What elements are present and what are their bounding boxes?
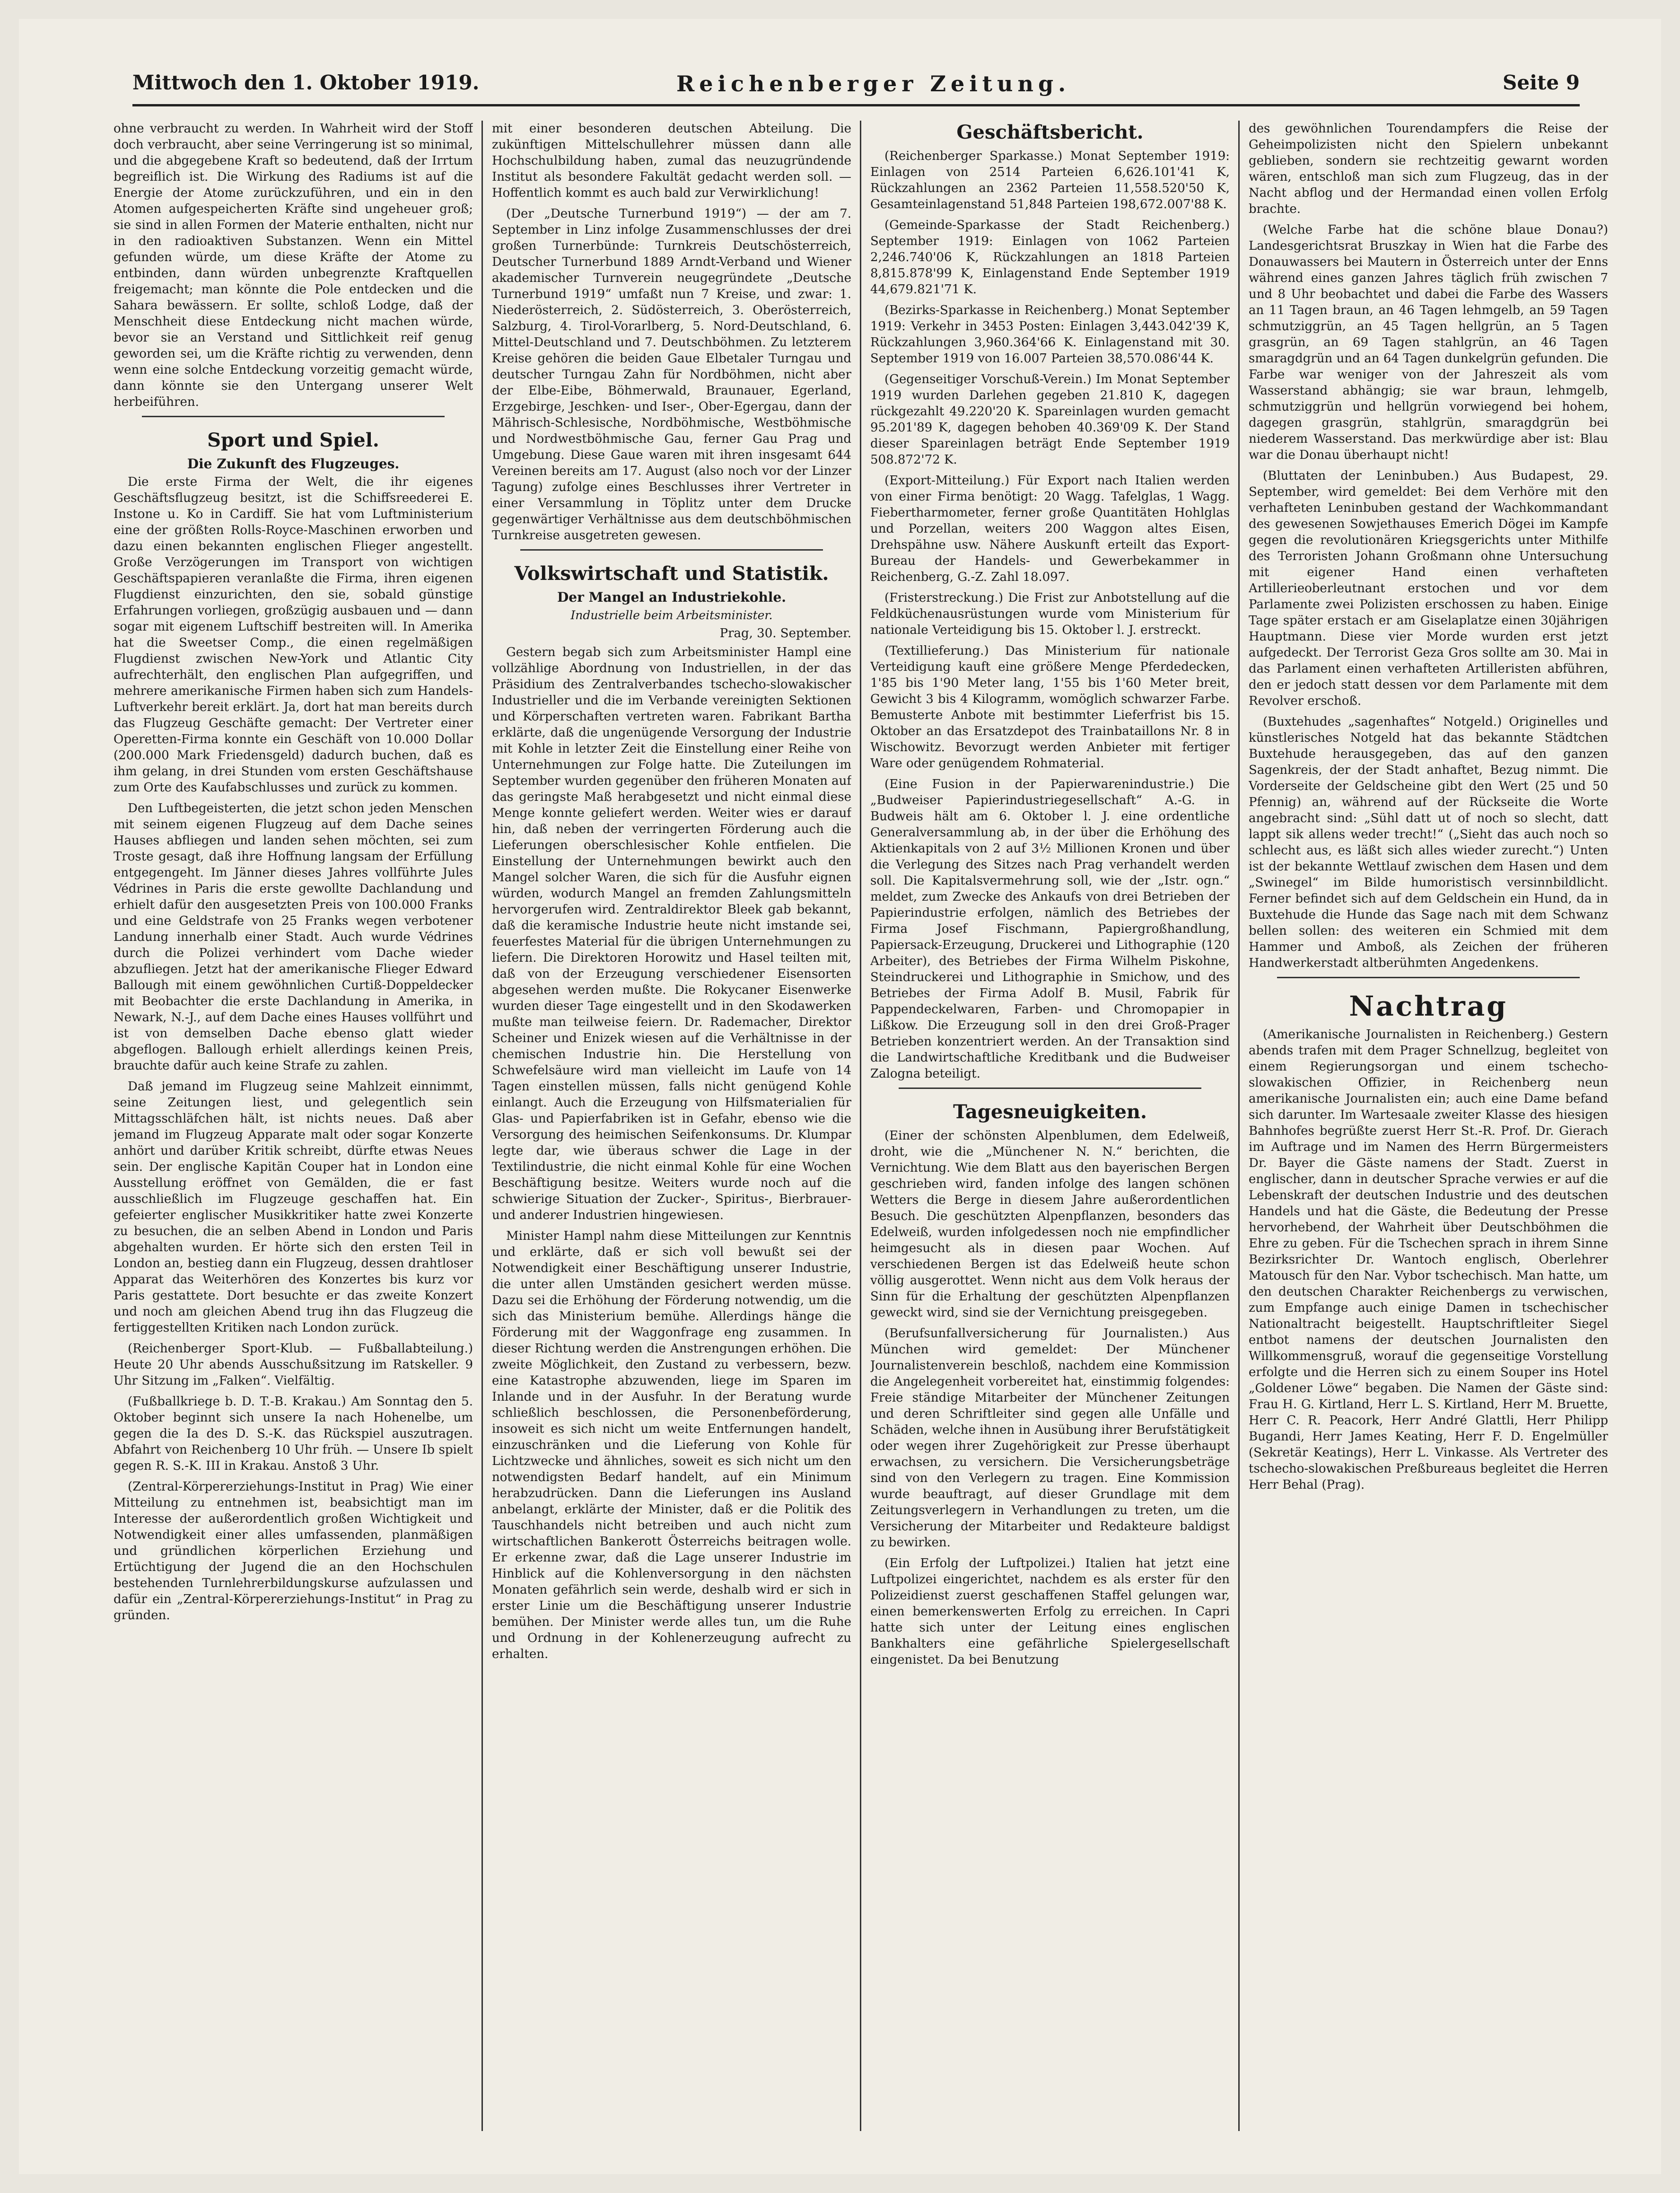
section-title-daily-news: Tagesneuigkeiten. xyxy=(953,1101,1147,1123)
news-item: (Berufsunfallversicherung für Journalisten.) Aus München wird gemeldet: Der Münchener Journalistenverein beschloß, nachdem eine Kommission die Angelegenheit vorbereitet hat, einstimmig folgendes: Freie ständige Mitarbeiter der Münchener Zeitungen und deren Schriftleiter sind gegen alle Unfälle und Schäden, welche ihnen in Ausübung ihrer Berufstätigkeit oder wegen ihrer Zugehörigkeit zur Presse überhaupt erwachsen, zu versichern. Die Versicherungsbeträge sind von den Verlegern zu tragen. Eine Kommission wurde beauftragt, auf dieser Grundlage mit dem Zeitungsverlegern in Verhandlungen zu treten, um die Versicherung der Mitarbeiter und Redakteure baldigst zu bewirken. xyxy=(870,1326,1230,1550)
news-item: (Ein Erfolg der Luftpolizei.) Italien hat jetzt eine Luftpolizei eingerichtet, nachdem es als erster für den Polizeidienst zuerst geschaffenen Staffel gelungen war, einen bemerkenswerten Erfolg zu erreichen. In Capri hatte sich unter der Leitung eines englischen Bankhalters eine gefährliche Spielergesellschaft eingenistet. Da bei Benutzung xyxy=(870,1556,1230,1667)
column-rule xyxy=(860,121,861,2131)
news-item: (Einer der schönsten Alpenblumen, dem Edelweiß, droht, wie die „Münchener N. N.“ berichten, die Vernichtung. Wie dem Blatt aus den bayerischen Bergen geschrieben wird, fanden infolge des langen schönen Wetters die Berge in diesem Jahre außerordentlichen Besuch. Die geschützten Alpenpflanzen, besonders das Edelweiß, wurden infolgedessen noch nie empfindlicher heimgesucht als in diesen paar Wochen. Auf verschiedenen Bergen ist das Edelweiß heute schon völlig ausgerottet. Wenn nicht aus dem Volk heraus der Sinn für die Erhaltung der geschützten Alpenpflanzen geweckt wird, sind sie der Vernichtung preisgegeben. xyxy=(870,1129,1230,1320)
news-item: (Buxtehudes „sagenhaftes“ Notgeld.) Originelles und künstlerisches Notgeld hat das bekannte Städtchen Buxtehude herausgegeben, das auf den ganzen Sagenkreis, der der Stadt anhaftet, Bezug nimmt. Die Vorderseite der Geldscheine gibt den Wert (25 und 50 Pfennig) an, während auf der Rückseite die Worte angebracht sind: „Sühl datt ut of noch so slecht, datt lappt sik allens weder trecht!“ („Sieht das auch noch so schlecht aus, es läßt sich alles wieder zurecht.“) Unten ist der bekannte Wettlauf zwischen dem Hasen und dem „Swinegel“ im Bilde humoristisch versinnbildlicht. Ferner befindet sich auf dem Geldschein ein Hund, da in Buxtehude die Hunde das Sage nach mit dem Schwanz bellen sollen: des weiteren ein Schmied mit dem Hammer und Amboß, als Zeichen der früheren Handwerkerstadt altberühmten Angedenkens. xyxy=(1249,715,1608,970)
business-notice: (Gemeinde-Sparkasse der Stadt Reichenberg.) September 1919: Einlagen von 1062 Parteien 2,246.740'06 K, Rückzahlungen an 1818 Parteien 8,815.878'99 K, Einlagenstand Ende September 1919 44,679.821'71 K. xyxy=(870,218,1230,297)
news-item: (Welche Farbe hat die schöne blaue Donau?) Landesgerichtsrat Bruszkay in Wien hat die Farbe des Donauwassers bei Mautern in Österreich unter der Enns während eines ganzen Jahres täglich früh zwischen 7 und 8 Uhr beobachtet und dabei die Farbe des Wassers an 11 Tagen braun, an 46 Tagen lehmgelb, an 59 Tagen schmutziggrün, an 45 Tagen hellgrün, an 5 Tagen grasgrün, an 69 Tagen stahlgrün, an 46 Tagen smaragdgrün und an 64 Tagen dunkelgrün gefunden. Die Farbe war weniger von der Jahreszeit als vom Wasserstand abhängig; sie war braun, lehmgelb, schmutziggrün und hellgrün vorwiegend bei hohem, dagegen grasgrün, stahlgrün, smaragdgrün bei niederem Wasserstand. Das merkwürdige aber ist: Blau war die Donau überhaupt nicht! xyxy=(1249,223,1608,462)
radium-article-end: ohne verbraucht zu werden. In Wahrheit wird der Stoff doch verbraucht, aber seine Verringerung ist so minimal, und die abgegebene Kraft so bedeutend, daß der Irrtum begreiflich ist. Die Wirkung des Radiums ist auf die Energie der Atome zurückzuführen, und ein in den Atomen aufgespeicherten Kräfte sind ungeheuer groß; sie sind in allen Formen der Materie enthalten, nicht nur in den radioaktiven Substanzen. Wenn ein Mittel gefunden würde, um diese Kräfte der Atome zu entbinden, dann würden unbegrenzte Kraftquellen freigemacht; man könnte die Pole entdecken und die Sahara bewässern. Er sollte, schloß Lodge, daß der Menschheit diese Entdeckung nicht machen würde, bevor sie an Verstand und Sittlichkeit reif genug geworden sei, um die Kräfte richtig zu verwenden, denn wenn eine solche Entdeckung vorzeitig gemacht würde, dann könnte sie den Untergang unserer Welt herbeiführen. xyxy=(114,122,473,409)
column-4 xyxy=(1249,121,1608,2131)
section-title-economy: Volkswirtschaft und Statistik. xyxy=(514,562,829,585)
article-title-flight: Die Zukunft des Flugzeuges. xyxy=(187,456,400,472)
newspaper-page xyxy=(19,19,1661,2174)
section-title-sport: Sport und Spiel. xyxy=(207,429,379,451)
business-notice: (Bezirks-Sparkasse in Reichenberg.) Monat September 1919: Verkehr in 3453 Posten: Einlagen 3,443.042'39 K, Rückzahlungen 3,960.364'66 K. Einlagenstand mit 30. September 1919 von 16.007 Parteien 38,570.086'44 K. xyxy=(870,303,1230,366)
sport-notice: (Zentral-Körpererziehungs-Institut in Prag) Wie einer Mitteilung zu entnehmen ist, beabsichtigt man im Interesse der außerordentlich großen Wichtigkeit und Notwendigkeit einer alles umfassenden, planmäßigen und gründlichen körperlichen Erziehung und Ertüchtigung der Jugend die an den Hochschulen bestehenden Turnlehrerbildungskurse aufzulassen und dafür ein „Zentral-Körpererziehungs-Institut“ in Prag zu gründen. xyxy=(114,1480,473,1623)
article-paragraph: Den Luftbegeisterten, die jetzt schon jeden Menschen mit seinem eigenen Flugzeug auf dem Dache seines Hauses abfliegen und landen sehen möchten, sei zum Troste gesagt, daß ihre Hoffnung langsam der Erfüllung entgegengeht. Im Jänner dieses Jahres vollführte Jules Védrines in Paris die erste gewollte Dachlandung und erhielt dafür den ausgesetzten Preis von 100.000 Franks und eine Geldstrafe von 25 Franks wegen verbotener Landung innerhalb einer Stadt. Auch wurde Védrines durch die Polizei verhindert vom Dache wieder abzufliegen. Jetzt hat der amerikanische Flieger Edward Ballough mit einem gewöhnlichen Curtiß-Doppeldecker mit Beobachter die erste Dachlandung in Amerika, in Newark, N.-J., auf dem Dache eines Hauses vollführt und ist von demselben Dache ebenso glatt wieder abgeflogen. Ballough erhielt allerdings keinen Preis, brauchte dafür auch keine Strafe zu zahlen. xyxy=(114,801,473,1073)
issue-date: Mittwoch den 1. Oktober 1919. xyxy=(132,71,480,94)
article-paragraph: Die erste Firma der Welt, die ihr eigenes Geschäftsflugzeug besitzt, ist die Schiffsreederei E. Instone u. Ko in Cardiff. Sie hat vom Luftministerium eine der größten Rolls-Royce-Maschinen erworben und dazu einen bekannten englischen Flieger angestellt. Große Verzögerungen im Transport von wichtigen Geschäftspapieren veranlaßte die Firma, ihren eigenen Flugdienst einzurichten, den sie, sobald günstige Erfahrungen vorliegen, großzügig ausbauen und — dann sogar mit eigenem Luftschiff bestreiten will. In Amerika hat die Sweetser Comp., die einen regelmäßigen Flugdienst zwischen New-York und Atlantic City aufrechterhält, den englischen Plan aufgegriffen, und mehrere amerikanische Firmen haben sich zum Handels-Luftverkehr bereit erklärt. Ja, dort hat man bereits durch das Flugzeug Geschäfte gemacht: Der Vertreter einer Operetten-Firma konnte ein Geschäft von 10.000 Dollar (200.000 Mark Friedensgeld) dadurch buchen, daß es ihm gelang, in drei Stunden vom ersten Geschäftshause zum Orte des Kaufabschlusses und zurück zu kommen. xyxy=(114,475,473,795)
article-paragraph: Minister Hampl nahm diese Mitteilungen zur Kenntnis und erklärte, daß er sich voll bewußt sei der Notwendigkeit einer Beschäftigung unserer Industrie, die unter allen Umständen gesichert werden müsse. Dazu sei die Erhöhung der Förderung notwendig, um die sich das Ministerium bemühe. Allerdings hänge die Förderung mit der Waggonfrage eng zusammen. In dieser Richtung werden die Anstrengungen erhöhen. Die zweite Möglichkeit, den Zustand zu verbessern, bezw. eine Katastrophe abzuwenden, liege im Sparen im Inlande und in der Ausfuhr. In der Beratung wurde schließlich beschlossen, die Personenbeförderung, insoweit es sich nicht um weite Entfernungen handelt, einzuschränken und die Lieferung von Kohle für Lichtzwecke und ähnliches, soweit es sich nicht um den notwendigsten Bedarf handelt, auf ein Minimum herabzudrücken. Dann die Lieferungen ins Ausland anbelangt, erklärte der Minister, daß er die Politik des Tauschhandels nicht betreiben und auch nicht zum wirtschaftlichen Bankerott Österreichs beitragen wolle. Er erkenne zwar, daß die Lage unserer Industrie im Hinblick auf die Kohlenversorgung in den nächsten Monaten gefährlich sein werde, deshalb wird er sich in erster Linie um die Beschäftigung unserer Industrie bemühen. Der Minister werde alles tun, um die Ruhe und Ordnung in der Kohlenerzeugung aufrecht zu erhalten. xyxy=(492,1229,851,1661)
business-notice: (Reichenberger Sparkasse.) Monat September 1919: Einlagen von 2514 Parteien 6,626.101'41 K, Rückzahlungen an 2362 Parteien 11,558.520'50 K, Gesamteinlagenstand 51,848 Parteien 198,672.007'88 K. xyxy=(870,149,1230,211)
divider xyxy=(142,416,445,417)
divider xyxy=(520,549,823,551)
column-2 xyxy=(492,121,851,2131)
column-rule xyxy=(1238,121,1240,2131)
dateline: Prag, 30. September. xyxy=(719,626,851,640)
section-title-addendum: Nachtrag xyxy=(1349,990,1508,1022)
business-notice: (Eine Fusion in der Papierwarenindustrie.) Die „Budweiser Papierindustriegesellschaft“ A.-G. in Budweis hält am 6. Oktober l. J. eine ordentliche Generalversammlung ab, in der über die Erhöhung des Aktienkapitals von 2 auf 3½ Millionen Kronen und über die Verlegung des Sitzes nach Prag verhandelt werden soll. Die Kapitalsvermehrung soll, wie der „Istr. ogn.“ meldet, zum Zwecke des Ankaufs von drei Betrieben der Papierindustrie erfolgen, nämlich des Betriebes der Firma Josef Fischmann, Papiergroßhandlung, Papiersack-Erzeugung, Druckerei und Lithographie (120 Arbeiter), des Betriebes der Firma Wilhelm Piskohne, Steindruckerei und Lithographie in Smichow, und des Betriebes der Firma Adolf B. Musil, Fabrik für Pappendeckelwaren, Farben- und Chromopapier in Lißkow. Die Erzeugung soll in den drei Groß-Prager Betrieben konzentriert werden. An der Transaktion sind die Landwirtschaftliche Kreditbank und die Budweiser Zalogna beteiligt. xyxy=(870,777,1230,1081)
article-title-coal: Der Mangel an Industriekohle. xyxy=(557,589,787,605)
page-number: Seite 9 xyxy=(1503,71,1580,94)
news-item: (Amerikanische Journalisten in Reichenberg.) Gestern abends trafen mit dem Prager Schnellzug, begleitet von einem Regierungsorgan und einem tschecho-slowakischen Offizier, in Reichenberg neun amerikanische Journalisten ein; auch eine Dame befand sich darunter. Im Wartesaale zweiter Klasse des hiesigen Bahnhofes begrüßte zuerst Herr St.-R. Prof. Dr. Gierach im Auftrage und im Namen des Herrn Bürgermeisters Dr. Bayer die Gäste namens der Stadt. Zuerst in englischer, dann in deutscher Sprache verwies er auf die Lebenskraft der deutschen Industrie und des deutschen Handels und hat die Gäste, die Bedeutung der Presse hervorhebend, der Wahrheit über Deutschböhmen die Ehre zu geben. Für die Tschechen sprach in ihrem Sinne Bezirksrichter Dr. Wantoch englisch, Oberlehrer Matousch für den Nar. Vybor tschechisch. Man hatte, um den deutschen Charakter Reichenbergs zu verwischen, zum Empfange auch einige Damen in tschechischer Nationaltracht beigestellt. Hauptschriftleiter Siegel entbot namens der deutschen Journalisten den Willkommensgruß, worauf die gegenseitige Vorstellung erfolgte und die Herren sich zu einem Souper ins Hotel „Goldener Löwe“ begaben. Die Namen der Gäste sind: Frau H. G. Kirtland, Herr L. S. Kirtland, Herr M. Bruette, Herr C. R. Peacork, Herr André Glattli, Herr Philipp Bugandi, Herr James Keating, Herr F. D. Engelmüller (Sekretär Keatings), Herr L. Vinkasse. Als Vertreter des tschecho-slowakischen Preßbureaus begleitet die Herren Herr Behal (Prag). xyxy=(1249,1027,1608,1492)
article-subtitle: Industrielle beim Arbeitsminister. xyxy=(570,608,773,622)
column-1 xyxy=(114,121,473,2131)
article-paragraph: Daß jemand im Flugzeug seine Mahlzeit einnimmt, seine Zeitungen liest, und gelegentlich sein Mittagsschläfchen hält, ist nichts neues. Daß aber jemand im Flugzeug Apparate malt oder sogar Konzerte anhört und darüber Kritik schreibt, dürfte etwas Neues sein. Der englische Kapitän Couper hat in London eine Ausstellung eröffnet von Gemälden, die er fast ausschließlich im Flugzeuge geschaffen hat. Ein gefeierter englischer Musikkritiker hatte zwei Konzerte zu besuchen, die an selben Abend in London und Paris abgehalten wurden. Er hörte sich den ersten Teil in London an, bestieg dann ein Flugzeug, dessen drahtloser Apparat das Weiterhören des Konzertes bis kurz vor Paris gestattete. Dort besuchte er das zweite Konzert und noch am gleichen Abend trug ihn das Flugzeug die fertiggestellten Kritiken nach London zurück. xyxy=(114,1079,473,1335)
divider xyxy=(1277,977,1580,978)
business-notice: (Textillieferung.) Das Ministerium für nationale Verteidigung kauft eine größere Menge Pferdedecken, 1'85 bis 1'90 Meter lang, 1'55 bis 1'60 Meter breit, Gewicht 3 bis 4 Kilogramm, womöglich schwarzer Farbe. Bemusterte Anbote mit bestimmter Lieferfrist bis 15. Oktober an das Ersatzdepot des Trainbataillons Nr. 8 in Wischowitz. Bevorzugt werden Anbieter mit fertiger Ware oder genügendem Rohmaterial. xyxy=(870,644,1230,771)
business-notice: (Gegenseitiger Vorschuß-Verein.) Im Monat September 1919 wurden Darlehen gegeben 21.810 K, dagegen rückgezahlt 49.220'20 K. Spareinlagen wurden gemacht 95.201'89 K, dagegen behoben 40.369'09 K. Der Stand dieser Spareinlagen beträgt Ende September 1919 508.872'72 K. xyxy=(870,372,1230,467)
business-notice: (Export-Mitteilung.) Für Export nach Italien werden von einer Firma benötigt: 20 Wagg. Tafelglas, 1 Wagg. Fiebertharmometer, ferner große Quantitäten Hohlglas und Porzellan, weiters 200 Waggon altes Eisen, Drehspähne usw. Nähere Auskunft erteilt das Export-Bureau der Handels- und Gewerbekammer in Reichenberg, G.-Z. Zahl 18.097. xyxy=(870,474,1230,584)
divider xyxy=(899,1088,1201,1089)
article-paragraph: mit einer besonderen deutschen Abteilung. Die zukünftigen Mittelschullehrer müssen dann alle Hochschulbildung haben, zumal das neuzugründende Institut als besondere Fakultät gedacht werden soll. — Hoffentlich kommt es auch bald zur Verwirklichung! xyxy=(492,122,851,200)
column-3 xyxy=(870,121,1230,2131)
article-paragraph: Gestern begab sich zum Arbeitsminister Hampl eine vollzählige Abordnung von Industriellen, in der das Präsidium des Zentralverbandes tschecho-slowakischer Industrieller und die im Verbande vereinigten Sektionen und Körperschaften vertreten waren. Fabrikant Bartha erklärte, daß die ungenügende Versorgung der Industrie mit Kohle in letzter Zeit die Einstellung einer Reihe von Unternehmungen zur Folge hatte. Die Zuteilungen im September wurden gegenüber den früheren Monaten auf das geringste Maß herabgesetzt und nicht einmal diese Menge konnte geliefert werden. Weiter wies er darauf hin, daß neben der verringerten Förderung auch die Lieferungen oberschlesischer Kohle entfielen. Die Einstellung der Unternehmungen bewirkt auch den Mangel solcher Waren, die sich für die Ausfuhr eignen würden, wodurch Mangel an fremden Zahlungsmitteln hervorgerufen wird. Zentraldirektor Bleek gab bekannt, daß die keramische Industrie heute nicht imstande sei, feuerfestes Material für die übrigen Unternehmungen zu liefern. Die Direktoren Horowitz und Hasel teilten mit, daß von der Erzeugung verschiedener Eisensorten abgesehen werden mußte. Die Rokycaner Eisenwerke wurden dieser Tage eingestellt und in den Skodawerken mußte man teilweise feiern. Dr. Rademacher, Direktor Scheiner und Enizek wiesen auf die Verhältnisse in der chemischen Industrie hin. Die Herstellung von Schwefelsäure wird man vielleicht im Laufe von 14 Tagen einstellen müssen, falls nicht genügend Kohle einlangt. Auch die Erzeugung von Hilfsmaterialien für Glas- und Papierfabriken ist in Gefahr, ebenso wie die Versorgung des heimischen Seifenkonsums. Dr. Klumpar legte dar, wie überaus schwer die Lage in der Textilindustrie, die nicht einmal Kohle für eine Wochen Beschäftigung besitze. Weiters wurde noch auf die schwierige Situation der Zucker-, Spiritus-, Bierbrauer- und anderer Industrien hingewiesen. xyxy=(492,645,851,1222)
masthead xyxy=(132,71,1580,106)
sport-notice: (Reichenberger Sport-Klub. — Fußballabteilung.) Heute 20 Uhr abends Ausschußsitzung im Ratskeller. 9 Uhr Sitzung im „Falken“. Vielfältig. xyxy=(114,1342,473,1388)
news-item: des gewöhnlichen Tourendampfers die Reise der Geheimpolizisten nicht den Spielern unbekannt geblieben, sondern sie rechtzeitig gewarnt worden wären, entschloß man sich zum Flugzeug, das in der Nacht abflog und der Hermandad einen vollen Erfolg brachte. xyxy=(1249,122,1608,216)
newspaper-title: Reichenberger Zeitung. xyxy=(676,71,1071,96)
column-rule xyxy=(481,121,483,2131)
section-title-business: Geschäftsbericht. xyxy=(956,121,1144,143)
sport-notice: (Fußballkriege b. D. T.-B. Krakau.) Am Sonntag den 5. Oktober beginnt sich unsere Ia nach Hohenelbe, um gegen die Ia des D. S.-K. das Rückspiel auszutragen. Abfahrt von Reichenberg 10 Uhr früh. — Unsere Ib spielt gegen R. S.-K. III in Krakau. Anstoß 3 Uhr. xyxy=(114,1395,473,1473)
turnerbund-notice: (Der „Deutsche Turnerbund 1919“) — der am 7. September in Linz infolge Zusammenschlusses der drei großen Turnerbünde: Turnkreis Deutschösterreich, Deutscher Turnerbund 1889 Arndt-Verband und Wiener akademischer Turnverein neugegründete „Deutsche Turnerbund 1919“ umfaßt nun 7 Kreise, und zwar: 1. Niederösterreich, 2. Südösterreich, 3. Oberösterreich, Salzburg, 4. Tirol-Vorarlberg, 5. Nord-Deutschland, 6. Mittel-Deutschland und 7. Deutschböhmen. Zu letzterem Kreise gehören die beiden Gaue Elbetaler Turngau und deutscher Turngau Zahn für Nordböhmen, nicht aber der Elbe-Eibe, Böhmerwald, Braunauer, Egerland, Erzgebirge, Jeschken- und Iser-, Ober-Egergau, dann der Mährisch-Schlesische, Nordböhmische, Westböhmische und Nordwestböhmische Gau, ferner Gau Prag und Umgebung. Diese Gaue waren mit ihren insgesamt 644 Vereinen bereits am 17. August (also noch vor der Linzer Tagung) zufolge eines Beschlusses ihrer Vertreter in einer Versammlung in Töplitz unter dem Drucke gegenwärtiger Verhältnisse aus dem deutschböhmischen Turnkreise ausgetreten gewesen. xyxy=(492,207,851,543)
business-notice: (Fristerstreckung.) Die Frist zur Anbotstellung auf die Feldküchenausrüstungen wurde vom Ministerium für nationale Verteidigung bis 15. Oktober l. J. erstreckt. xyxy=(870,591,1230,637)
news-item: (Bluttaten der Leninbuben.) Aus Budapest, 29. September, wird gemeldet: Bei dem Verhöre mit den verhafteten Leninbuben gestand der Wachkommandant des gewesenen Sowjethauses Emerich Dögei im Kampfe gegen die revolutionären Kriegsgerichts unter Mithilfe des Terroristen Johann Großmann ohne Untersuchung mit eigener Hand einen verhafteten Artillerieoberleutnant erstochen und vor dem Parlamente zwei Polizisten erschossen zu haben. Einige Tage später erstach er am Giselaplatze einen 30jährigen Hauptmann. Diese vier Morde wurden erst jetzt aufgedeckt. Der Terrorist Geza Gros sollte am 30. Mai in das Parlament einen verhafteten Artilleristen abführen, den er jedoch statt dessen vor dem Parlamente mit dem Revolver erschoß. xyxy=(1249,469,1608,708)
